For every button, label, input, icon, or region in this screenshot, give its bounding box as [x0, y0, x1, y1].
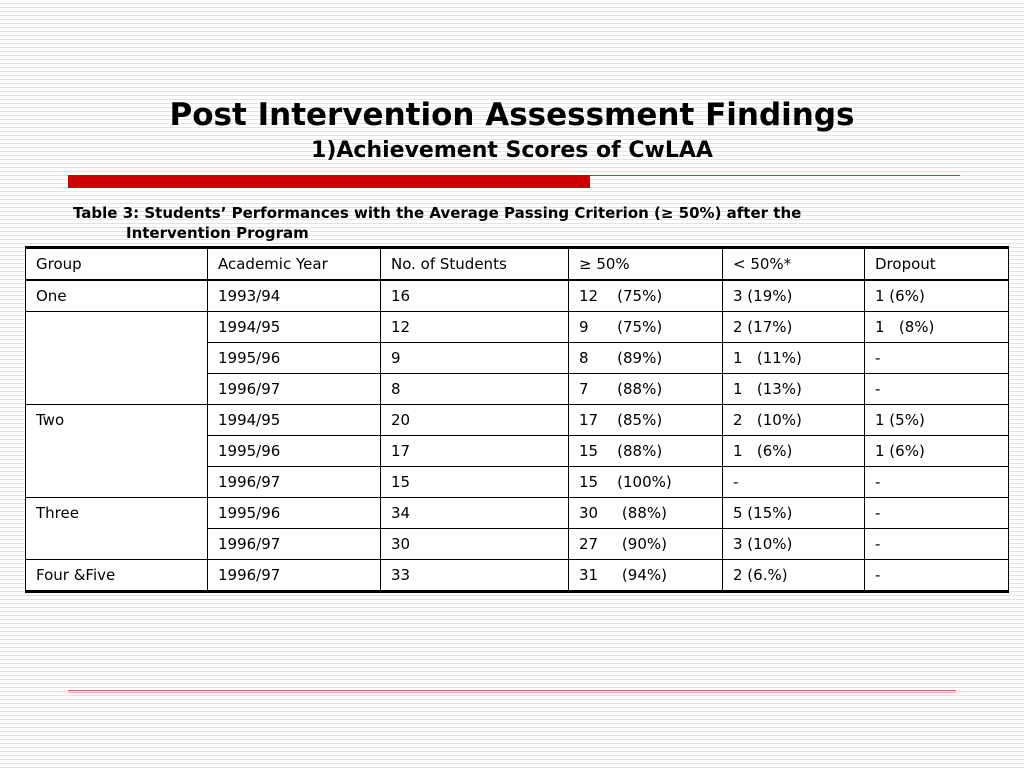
- table-caption: [73, 203, 953, 243]
- slide-subtitle: 1)Achievement Scores of CwLAA: [311, 138, 713, 163]
- cell-pass: 15 (100%): [569, 467, 723, 498]
- cell-pass: 8 (89%): [569, 343, 723, 374]
- cell-fail: 1 (11%): [723, 343, 865, 374]
- cell-fail: 3 (19%): [723, 280, 865, 312]
- header-dropout: Dropout: [865, 248, 1009, 281]
- cell-students: 12: [381, 312, 569, 343]
- cell-dropout: 1 (5%): [865, 405, 1009, 436]
- title-divider: [68, 175, 960, 188]
- table-row: [26, 498, 1009, 529]
- cell-year: 1994/95: [208, 312, 381, 343]
- cell-fail: 1 (6%): [723, 436, 865, 467]
- caption-line-2: Intervention Program: [126, 224, 309, 242]
- cell-fail: -: [723, 467, 865, 498]
- cell-fail: 5 (15%): [723, 498, 865, 529]
- cell-dropout: -: [865, 560, 1009, 592]
- results-table: [25, 246, 1009, 593]
- header-pass: ≥ 50%: [569, 248, 723, 281]
- cell-fail: 1 (13%): [723, 374, 865, 405]
- cell-pass: 9 (75%): [569, 312, 723, 343]
- table-row: [26, 560, 1009, 592]
- cell-pass: 27 (90%): [569, 529, 723, 560]
- header-no-of-students: No. of Students: [381, 248, 569, 281]
- header-group: Group: [26, 248, 208, 281]
- table-row: [26, 405, 1009, 436]
- table-row: [26, 280, 1009, 312]
- cell-year: 1996/97: [208, 467, 381, 498]
- cell-students: 16: [381, 280, 569, 312]
- cell-dropout: -: [865, 343, 1009, 374]
- cell-students: 9: [381, 343, 569, 374]
- divider-thin-line: [590, 175, 960, 176]
- cell-fail: 2 (10%): [723, 405, 865, 436]
- cell-pass: 12 (75%): [569, 280, 723, 312]
- cell-year: 1996/97: [208, 529, 381, 560]
- cell-year: 1995/96: [208, 498, 381, 529]
- cell-year: 1996/97: [208, 560, 381, 592]
- cell-students: 8: [381, 374, 569, 405]
- slide-title: Post Intervention Assessment Findings: [169, 97, 855, 133]
- cell-dropout: 1 (8%): [865, 312, 1009, 343]
- cell-group: One: [26, 280, 208, 312]
- footer-divider: [68, 690, 956, 691]
- cell-year: 1995/96: [208, 343, 381, 374]
- cell-pass: 31 (94%): [569, 560, 723, 592]
- table-row: [26, 312, 1009, 343]
- header-academic-year: Academic Year: [208, 248, 381, 281]
- cell-dropout: 1 (6%): [865, 436, 1009, 467]
- cell-group: Four &Five: [26, 560, 208, 592]
- cell-pass: 30 (88%): [569, 498, 723, 529]
- footer-divider-shadow: [68, 692, 956, 693]
- cell-students: 15: [381, 467, 569, 498]
- caption-line-1: Table 3: Students’ Performances with the Average Passing Criterion (≥ 50%) after the: [73, 204, 802, 222]
- cell-year: 1995/96: [208, 436, 381, 467]
- cell-year: 1993/94: [208, 280, 381, 312]
- cell-students: 33: [381, 560, 569, 592]
- cell-fail: 2 (17%): [723, 312, 865, 343]
- cell-dropout: -: [865, 467, 1009, 498]
- cell-year: 1996/97: [208, 374, 381, 405]
- header-fail: < 50%*: [723, 248, 865, 281]
- cell-year: 1994/95: [208, 405, 381, 436]
- cell-fail: 3 (10%): [723, 529, 865, 560]
- cell-group: Two: [26, 405, 208, 498]
- table-header-row: [26, 248, 1009, 281]
- cell-group: Three: [26, 498, 208, 560]
- cell-dropout: 1 (6%): [865, 280, 1009, 312]
- cell-dropout: -: [865, 529, 1009, 560]
- divider-red-bar: [68, 175, 590, 188]
- cell-pass: 15 (88%): [569, 436, 723, 467]
- cell-students: 20: [381, 405, 569, 436]
- cell-students: 30: [381, 529, 569, 560]
- cell-pass: 7 (88%): [569, 374, 723, 405]
- cell-group: [26, 312, 208, 405]
- cell-students: 17: [381, 436, 569, 467]
- cell-students: 34: [381, 498, 569, 529]
- cell-pass: 17 (85%): [569, 405, 723, 436]
- cell-dropout: -: [865, 374, 1009, 405]
- cell-fail: 2 (6.%): [723, 560, 865, 592]
- cell-dropout: -: [865, 498, 1009, 529]
